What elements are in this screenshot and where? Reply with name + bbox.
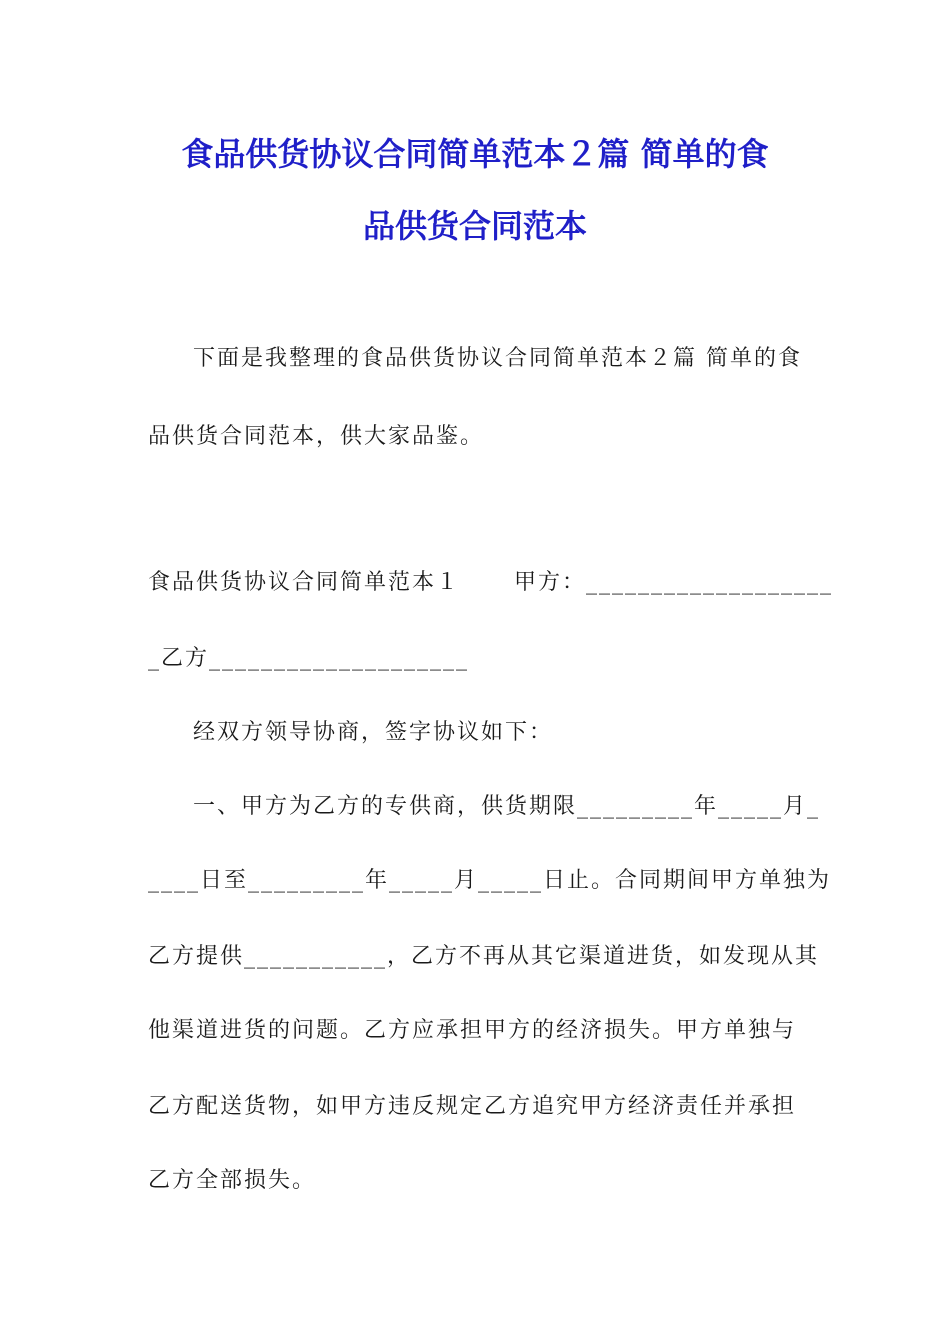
agreement-paragraph: 经双方领导协商，签字协议如下：	[193, 720, 554, 745]
clause-1-line-1: 一、甲方为乙方的专供商，供货期限_________年_____月_	[193, 794, 821, 819]
intro-line-2: 品供货合同范本，供大家品鉴。	[148, 424, 485, 449]
document-title-line-1: 食品供货协议合同简单范本２篇 简单的食	[181, 135, 769, 173]
clause-1-line-4: 他渠道进货的问题。乙方应承担甲方的经济损失。甲方单独与	[148, 1018, 797, 1043]
clause-1-line-2: ____日至_________年_____月_____日止。合同期间甲方单独为	[148, 868, 832, 893]
section-heading-line-1: 食品供货协议合同简单范本１ 甲方：___________________	[148, 570, 833, 595]
clause-1-line-5: 乙方配送货物，如甲方违反规定乙方追究甲方经济责任并承担	[148, 1094, 797, 1119]
section-heading-line-2: _乙方____________________	[148, 646, 470, 671]
clause-1-line-3: 乙方提供___________，乙方不再从其它渠道进货，如发现从其	[148, 944, 820, 969]
document-title-line-2: 品供货合同范本	[362, 207, 587, 245]
clause-1-line-6: 乙方全部损失。	[148, 1168, 317, 1193]
intro-line-1: 下面是我整理的食品供货协议合同简单范本２篇 简单的食	[193, 346, 802, 371]
